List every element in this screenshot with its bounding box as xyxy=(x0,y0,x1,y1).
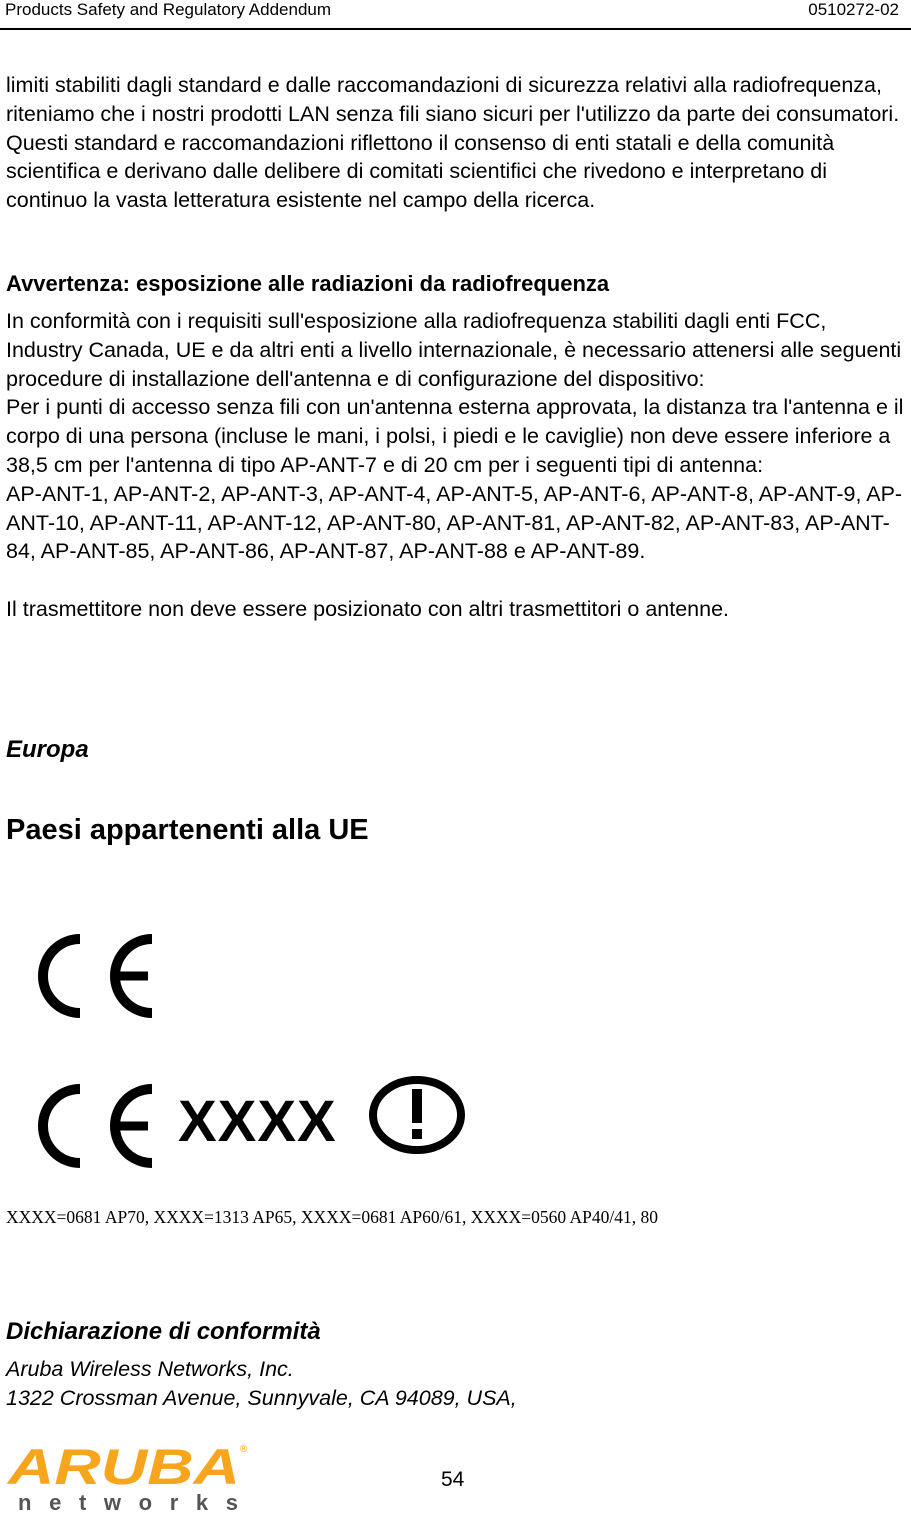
aruba-networks-logo xyxy=(4,1440,254,1512)
rf-paragraph-4: Il trasmettitore non deve essere posizionato con altri trasmettitori o antenne. xyxy=(6,596,730,621)
svg-text:®: ® xyxy=(240,1444,248,1455)
header-divider xyxy=(0,28,911,30)
notified-body-note: XXXX=0681 AP70, XXXX=1313 AP65, XXXX=0681 AP60/61, XXXX=0560 AP40/41, 80 xyxy=(6,1207,659,1227)
declaration-heading: Dichiarazione di conformità xyxy=(6,1318,321,1345)
ce-mark-notified-icon xyxy=(38,1083,158,1169)
svg-text:ARUBA: ARUBA xyxy=(5,1440,241,1495)
rf-paragraph-2: Per i punti di accesso senza fili con un'antenna esterna approvata, la distanza tra l'antenna e il corpo di una persona (incluse le mani, i polsi, i piedi e le caviglie) non deve essere inferiore a 38,5 cm per l'antenna di tipo AP-ANT-7 e di 20 cm per i seguenti tipi di antenna: xyxy=(6,395,904,477)
intro-paragraph: limiti stabiliti dagli standard e dalle raccomandazioni di sicurezza relativi alla radiofrequenza, riteniamo che i nostri prodotti LAN senza fili siano sicuri per l'utilizzo da parte dei consumatori. Questi standard e raccomandazioni riflettono il consenso di enti statali e della comunità scientifica e derivano dalle delibere di comitati scientifici che rivedono e interpretano di continuo la vasta letteratura esistente nel campo della ricerca. xyxy=(6,73,900,213)
rf-warning-heading: Avvertenza: esposizione alle radiazioni da radiofrequenza xyxy=(6,271,610,296)
page-number: 54 xyxy=(441,1468,465,1491)
header-title: Products Safety and Regulatory Addendum xyxy=(5,0,332,19)
header-doc-number: 0510272-02 xyxy=(808,0,899,19)
declaration-company: Aruba Wireless Networks, Inc. xyxy=(6,1357,294,1381)
alert-circle-icon xyxy=(368,1075,466,1155)
intro-paragraph-block xyxy=(6,71,906,215)
rf-section-body xyxy=(6,307,906,624)
rf-antenna-list: AP-ANT-1, AP-ANT-2, AP-ANT-3, AP-ANT-4, AP-ANT-5, AP-ANT-6, AP-ANT-8, AP-ANT-9, AP-ANT-10, AP-ANT-11, AP-ANT-12, AP-ANT-80, AP-ANT-81, AP-ANT-82, AP-ANT-83, AP-ANT-84, AP-ANT-85, AP-ANT-86, AP-ANT-87, AP-ANT-88 e AP-ANT-89. xyxy=(6,481,903,564)
ce-mark-icon xyxy=(38,933,158,1019)
eu-countries-heading: Paesi appartenenti alla UE xyxy=(6,814,369,846)
rf-paragraph-1: In conformità con i requisiti sull'esposizione alla radiofrequenza stabiliti dagli enti FCC, Industry Canada, UE e da altri enti a livello internazionale, è necessario attenersi alle seguenti procedure di installazione dell'antenna e di configurazione del dispositivo: xyxy=(6,309,902,391)
declaration-address: 1322 Crossman Avenue, Sunnyvale, CA 94089, USA, xyxy=(6,1386,517,1410)
svg-text:networks: networks xyxy=(18,1490,238,1512)
europe-heading: Europa xyxy=(6,736,89,763)
notified-body-number: XXXX xyxy=(178,1089,337,1154)
